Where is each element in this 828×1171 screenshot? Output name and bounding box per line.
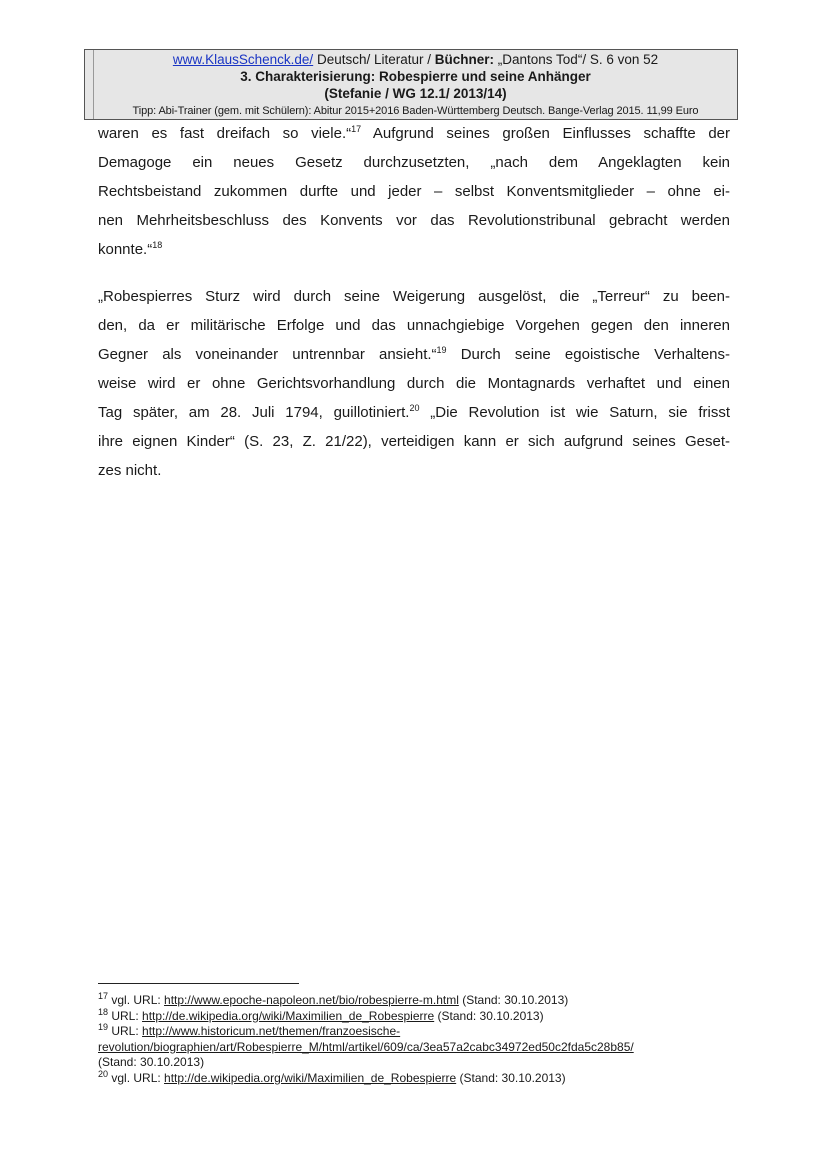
footnote-17: $^{17}$ vgl. URL: http://www.epoche-napoleon.net/bio/robespierre-m.html (Stand: 30.10.2013) [98,991,569,1007]
footnote-18: $^{18}$ URL: http://de.wikipedia.org/wiki/Maximilien_de_Robespierre (Stand: 30.10.2013) [98,1006,544,1023]
page-header-inner [93,50,737,119]
footnote-19-date: (Stand: 30.10.2013) [98,1055,205,1070]
footnote-ref-17[interactable]: 17 [351,124,362,134]
footnote-separator [98,983,299,984]
footnote-link[interactable]: http://de.wikipedia.org/wiki/Maximilien_de_Robespierre [164,1070,457,1085]
text-line: weise wird er ohne Gerichtsvorhandlung durch die Montagnards verhaftet und einen [98,375,730,392]
footnote-19-cont [98,1040,738,1056]
text-line: „Robespierres Sturz wird durch seine Weigerung ausgelöst, die „Terreur“ zu been- [98,288,730,305]
header-tip: Tipp: Abi-Trainer (gem. mit Schülern): Abitur 2015+2016 Baden-Württemberg Deutsch. Bange-Verlag 2015. 11,99 Euro [132,105,699,117]
text-line: nen Mehrheitsbeschluss des Konvents vor das Revolutionstribunal gebracht werden [98,212,730,229]
page-header [84,49,738,120]
text-line: Tag später, am 28. Juli 1794, guillotiniert.$^{20}$ „Die Revolution ist wie Saturn, sie frisst [98,403,730,421]
footnote-link[interactable]: http://www.epoche-napoleon.net/bio/robespierre-m.html [164,993,459,1007]
header-breadcrumb: Deutsch/ Literatur / [313,52,435,67]
header-author-class: (Stefanie / WG 12.1/ 2013/14) [324,86,507,101]
header-line-1 [94,52,737,67]
text-line: Rechtsbeistand zukommen durfte und jeder – selbst Konventsmitglieder – ohne ei- [98,183,730,200]
footnote-link[interactable]: http://www.historicum.net/themen/franzoesische- [142,1024,401,1039]
header-author: Büchner: [434,52,495,67]
footnote-19: $^{19}$ URL: http://www.historicum.net/themen/franzoesische- [98,1022,401,1039]
header-chapter-title: 3. Charakterisierung: Robespierre und seine Anhänger [240,69,591,84]
text-line: konnte.“$^{18}$ [98,240,163,258]
text-line: Gegner als voneinander untrennbar ansieht.“$^{19}$ Durch seine egoistische Verhaltens- [98,345,731,363]
footnote-link[interactable]: http://de.wikipedia.org/wiki/Maximilien_de_Robespierre [142,1008,435,1023]
text-line: den, da er militärische Erfolge und das unnachgiebige Vorgehen gegen den inneren [98,317,730,334]
footnote-link[interactable]: revolution/biographien/art/Robespierre_M/html/artikel/609/ca/3ea57a2cabc34972ed50c2fda5c28b85/ [98,1039,634,1054]
footnotes [98,993,738,1087]
paragraph-1 [98,119,730,264]
text-line: ihre eignen Kinder“ (S. 23, Z. 21/22), verteidigen kann er sich aufgrund seines Geset- [98,433,730,450]
footnote-ref-18[interactable]: 18 [152,240,163,250]
site-link[interactable]: www.KlausSchenck.de/ [172,52,314,67]
text-line: Demagoge ein neues Gesetz durchzusetzten, „nach dem Angeklagten kein [98,154,730,171]
footnote-20: $^{20}$ vgl. URL: http://de.wikipedia.org/wiki/Maximilien_de_Robespierre (Stand: 30.10.2013) [98,1068,566,1085]
text-line: zes nicht. [98,462,162,479]
footnote-ref-20[interactable]: 20 [409,403,420,413]
paragraph-2 [98,282,730,485]
text-line: waren es fast dreifach so viele.“$^{17}$ Aufgrund seines großen Einflusses schaffte der [98,124,731,142]
footnote-ref-19[interactable]: 19 [436,345,447,355]
header-page-info: „Dantons Tod“/ S. 6 von 52 [494,52,659,67]
